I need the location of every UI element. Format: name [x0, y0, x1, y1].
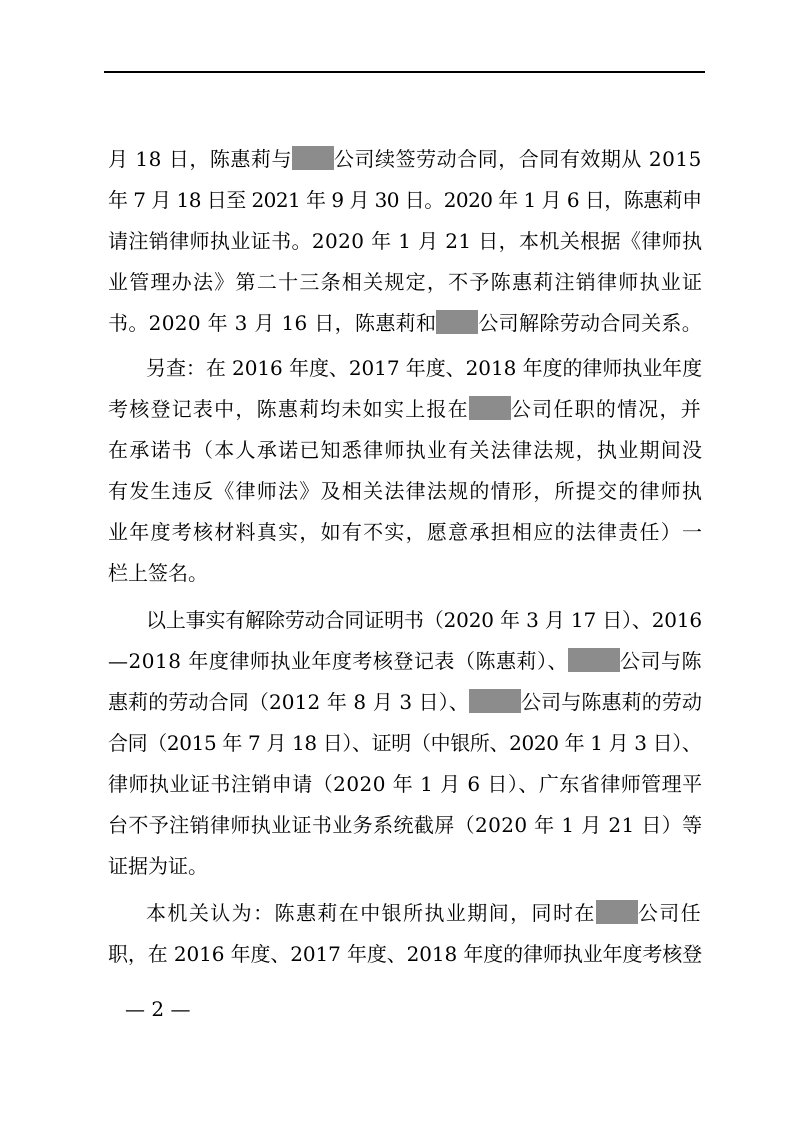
text-segment: 考核登记表中，陈惠莉均未如实上报在: [108, 397, 469, 421]
text-line: [108, 807, 703, 843]
text-segment: 公司任: [637, 901, 703, 925]
text-line: [108, 643, 702, 679]
text-segment: 以上事实有解除劳动合同证明书（2020 年 3 月 17 日）、2016: [146, 608, 702, 632]
redacted-company-name: [469, 396, 511, 420]
text-segment: 请注销律师执业证书。2020 年 1 月 21 日，本机关根据《律师执: [108, 229, 703, 253]
text-line: [108, 305, 702, 341]
text-segment: 年 7 月 18 日至 2021 年 9 月 30 日。2020 年 1 月 6 日，陈惠莉申: [108, 188, 702, 212]
text-line: [108, 264, 703, 300]
text-segment: 公司任职的情况，并: [510, 397, 702, 421]
text-line: [108, 182, 702, 218]
text-segment: —2018 年度律师执业年度考核登记表（陈惠莉）、: [108, 649, 569, 673]
text-line: [108, 391, 702, 427]
text-segment: 在承诺书（本人承诺已知悉律师执业有关法律法规，执业期间没: [108, 438, 704, 462]
text-segment: 业年度考核材料真实，如有不实，愿意承担相应的法律责任）一: [108, 520, 704, 544]
text-segment: 合同（2015 年 7 月 18 日）、证明（中银所、2020 年 1 月 3 日）、: [108, 731, 702, 755]
text-line: [146, 895, 702, 931]
redacted-company-name: [436, 310, 478, 334]
text-line: [108, 432, 703, 468]
text-line: [146, 350, 702, 386]
text-segment: 另查：在 2016 年度、2017 年度、2018 年度的律师执业年度: [146, 356, 703, 380]
text-line: [108, 766, 703, 802]
redacted-company-name: [469, 689, 521, 713]
text-line: [108, 684, 702, 720]
text-line: [108, 473, 703, 509]
text-segment: 律师执业证书注销申请（2020 年 1 月 6 日）、广东省律师管理平: [108, 772, 703, 796]
text-line: [108, 223, 703, 259]
text-segment: 书。2020 年 3 月 16 日，陈惠莉和: [108, 311, 437, 335]
text-line: [108, 848, 208, 884]
text-segment: 业管理办法》第二十三条相关规定，不予陈惠莉注销律师执业证: [108, 270, 704, 294]
text-line: [108, 141, 702, 177]
text-segment: 台不予注销律师执业证书业务系统截屏（2020 年 1 月 21 日）等: [108, 813, 703, 837]
text-segment: 月 18 日，陈惠莉与: [108, 147, 292, 171]
text-segment: 有发生违反《律师法》及相关法律法规的情形，所提交的律师执: [108, 479, 704, 503]
redacted-company-name: [292, 146, 334, 170]
redacted-company-name: [596, 900, 638, 924]
text-line: [108, 555, 208, 591]
top-rule: [104, 71, 705, 73]
page-number: — 2 —: [125, 997, 191, 1021]
text-segment: 职，在 2016 年度、2017 年度、2018 年度的律师执业年度考核登: [108, 942, 703, 966]
text-segment: 栏上签名。: [108, 561, 208, 585]
redacted-company-name: [568, 648, 620, 672]
text-segment: 证据为证。: [108, 854, 208, 878]
text-segment: 公司解除劳动合同关系。: [478, 311, 703, 335]
text-line: [108, 725, 702, 761]
text-line: [108, 514, 703, 550]
text-line: [108, 936, 702, 972]
text-line: [146, 602, 702, 638]
text-segment: 本机关认为：陈惠莉在中银所执业期间，同时在: [146, 901, 596, 925]
text-segment: 公司续签劳动合同，合同有效期从 2015: [334, 147, 702, 171]
text-segment: 公司与陈: [620, 649, 703, 673]
text-segment: 惠莉的劳动合同（2012 年 8 月 3 日）、: [108, 690, 470, 714]
text-segment: 公司与陈惠莉的劳动: [521, 690, 703, 714]
